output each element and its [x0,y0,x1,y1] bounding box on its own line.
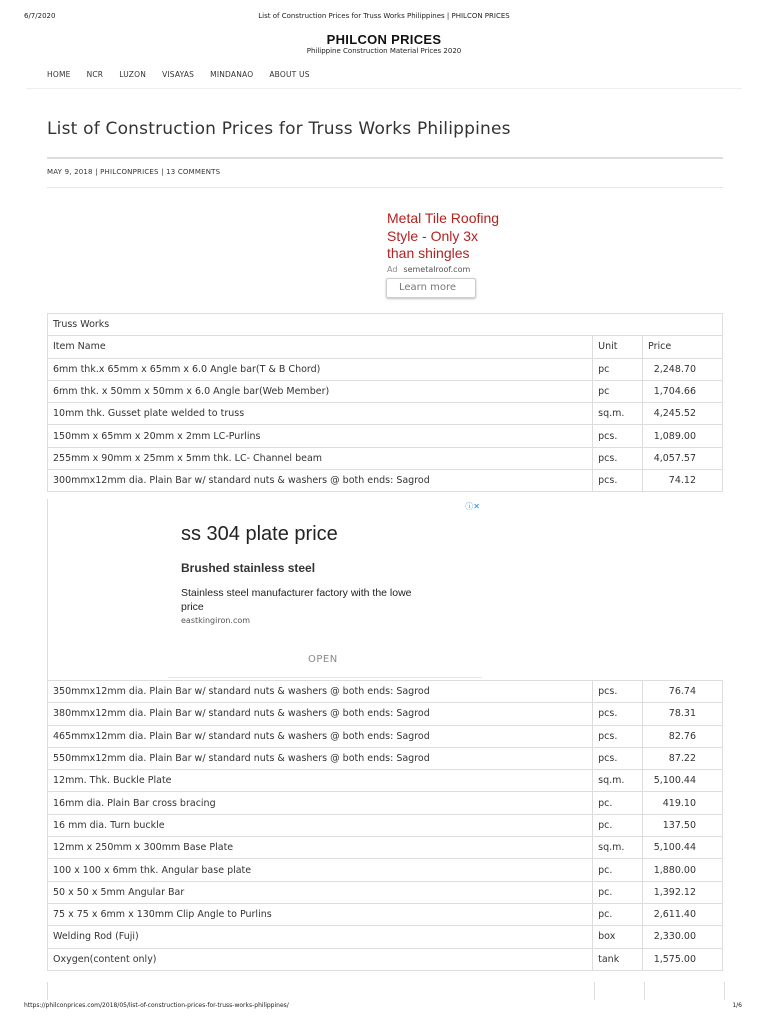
print-title: List of Construction Prices for Truss Works Philippines | PHILCON PRICES [258,12,510,20]
table-row [48,725,723,747]
cell-price: 74.12 [643,470,723,492]
table-row [48,425,723,447]
table-row [48,948,723,970]
table-row [48,447,723,469]
print-date: 6/7/2020 [24,12,56,20]
page-title: List of Construction Prices for Truss Works Philippines [47,119,511,139]
cell-item: 16mm dia. Plain Bar cross bracing [48,792,593,814]
cell-price: 419.10 [643,792,723,814]
table-row [48,747,723,769]
table-row [48,837,723,859]
cell-unit: pcs. [593,747,643,769]
site-title[interactable]: PHILCON PRICES [326,32,442,47]
cell-item: 465mmx12mm dia. Plain Bar w/ standard nuts & washers @ both ends: Sagrod [48,725,593,747]
cell-unit: pcs. [593,470,643,492]
price-table [47,313,723,492]
nav-item-mindanao[interactable]: MINDANAO [210,70,254,79]
table-row [48,792,723,814]
table-row [48,380,723,402]
cell-unit: pc [593,380,643,402]
ad-domain: semetalroof.com [403,264,471,274]
print-header [0,12,768,22]
ad-open-button[interactable]: OPEN [308,654,338,665]
nav-item-ncr[interactable]: NCR [86,70,104,79]
nav-item-about-us[interactable]: ABOUT US [269,70,310,79]
cell-unit: sq.m. [593,403,643,425]
table-row [48,903,723,925]
header-unit: Unit [593,336,643,358]
cell-unit: pcs. [593,447,643,469]
cell-item: 10mm thk. Gusset plate welded to truss [48,403,593,425]
table-row [48,703,723,725]
cell-unit: tank [593,948,643,970]
cell-price: 4,245.52 [643,403,723,425]
column-divider [594,982,595,1000]
meta-divider [47,187,723,188]
cell-price: 2,248.70 [643,358,723,380]
cell-unit: pcs. [593,425,643,447]
cell-item: 350mmx12mm dia. Plain Bar w/ standard nuts & washers @ both ends: Sagrod [48,681,593,703]
cell-price: 1,089.00 [643,425,723,447]
cell-unit: box [593,926,643,948]
nav-item-home[interactable]: HOME [47,70,71,79]
cell-unit: pc. [593,859,643,881]
cell-item: 12mm. Thk. Buckle Plate [48,770,593,792]
nav-divider [26,88,742,89]
ad-headline[interactable]: Metal Tile Roofing Style - Only 3x than shingles [387,210,500,261]
cell-item: 100 x 100 x 6mm thk. Angular base plate [48,859,593,881]
table-header-row [48,336,723,358]
cell-item: 12mm x 250mm x 300mm Base Plate [48,837,593,859]
cell-unit: pcs. [593,681,643,703]
cell-price: 1,880.00 [643,859,723,881]
cell-price: 4,057.57 [643,447,723,469]
ad-subtitle: Brushed stainless steel [181,561,316,575]
table-row [48,859,723,881]
table-row [48,403,723,425]
cell-item: Oxygen(content only) [48,948,593,970]
cell-price: 87.22 [643,747,723,769]
cell-item: Welding Rod (Fuji) [48,926,593,948]
site-tagline: Philippine Construction Material Prices 2020 [306,47,462,55]
table-row [48,814,723,836]
nav-item-visayas[interactable]: VISAYAS [162,70,195,79]
cell-price: 1,392.12 [643,881,723,903]
table-row [48,881,723,903]
main-nav [47,70,326,79]
cell-item: 550mmx12mm dia. Plain Bar w/ standard nuts & washers @ both ends: Sagrod [48,747,593,769]
cell-item: 6mm thk. x 50mm x 50mm x 6.0 Angle bar(Web Member) [48,380,593,402]
cell-item: 16 mm dia. Turn buckle [48,814,593,836]
adchoices-icon[interactable]: ⓘ✕ [465,502,480,511]
table-row [48,358,723,380]
table-row [48,770,723,792]
cell-price: 5,100.44 [643,770,723,792]
cell-item: 150mm x 65mm x 20mm x 2mm LC-Purlins [48,425,593,447]
cell-unit: pc [593,358,643,380]
nav-item-luzon[interactable]: LUZON [119,70,147,79]
table-caption-row [48,314,723,336]
table-row [48,681,723,703]
cell-unit: pcs. [593,703,643,725]
price-table-continued [47,680,723,971]
cell-price: 2,330.00 [643,926,723,948]
post-meta: MAY 9, 2018 | PHILCONPRICES | 13 COMMENTS [47,168,221,176]
cell-price: 5,100.44 [643,837,723,859]
ad-description: Stainless steel manufacturer factory with the lowe price [181,587,412,613]
cell-unit: sq.m. [593,837,643,859]
ad-badge: Ad [387,264,398,274]
cell-unit: pc. [593,792,643,814]
ad-divider [168,677,482,678]
cell-item: 255mm x 90mm x 25mm x 5mm thk. LC- Channel beam [48,447,593,469]
ad-title[interactable]: ss 304 plate price [181,523,338,545]
cell-price: 82.76 [643,725,723,747]
cell-price: 78.31 [643,703,723,725]
cell-unit: sq.m. [593,770,643,792]
cell-price: 1,575.00 [643,948,723,970]
cell-item: 380mmx12mm dia. Plain Bar w/ standard nuts & washers @ both ends: Sagrod [48,703,593,725]
cell-unit: pc. [593,814,643,836]
print-page-number: 1/6 [732,1002,742,1009]
cell-unit: pc. [593,881,643,903]
header-price: Price [643,336,723,358]
cell-unit: pc. [593,903,643,925]
column-divider [644,982,645,1000]
cell-item: 75 x 75 x 6mm x 130mm Clip Angle to Purlins [48,903,593,925]
cell-price: 2,611.40 [643,903,723,925]
ad-domain: eastkingiron.com [181,616,251,625]
table-continuation [47,982,725,1000]
cell-unit: pcs. [593,725,643,747]
ad-banner-top[interactable] [382,210,500,306]
ad-banner-inline[interactable] [47,499,482,680]
title-divider [47,157,723,159]
print-footer-url: https://philconprices.com/2018/05/list-of-construction-prices-for-truss-works-philippines/ [24,1002,289,1009]
cell-item: 50 x 50 x 5mm Angular Bar [48,881,593,903]
ad-source [387,264,471,274]
header-item-name: Item Name [48,336,593,358]
cell-price: 76.74 [643,681,723,703]
table-row [48,470,723,492]
table-row [48,926,723,948]
ad-learn-more-button[interactable]: Learn more [386,278,476,298]
cell-price: 137.50 [643,814,723,836]
table-caption: Truss Works [48,314,723,336]
cell-item: 6mm thk.x 65mm x 65mm x 6.0 Angle bar(T & B Chord) [48,358,593,380]
cell-price: 1,704.66 [643,380,723,402]
cell-item: 300mmx12mm dia. Plain Bar w/ standard nuts & washers @ both ends: Sagrod [48,470,593,492]
